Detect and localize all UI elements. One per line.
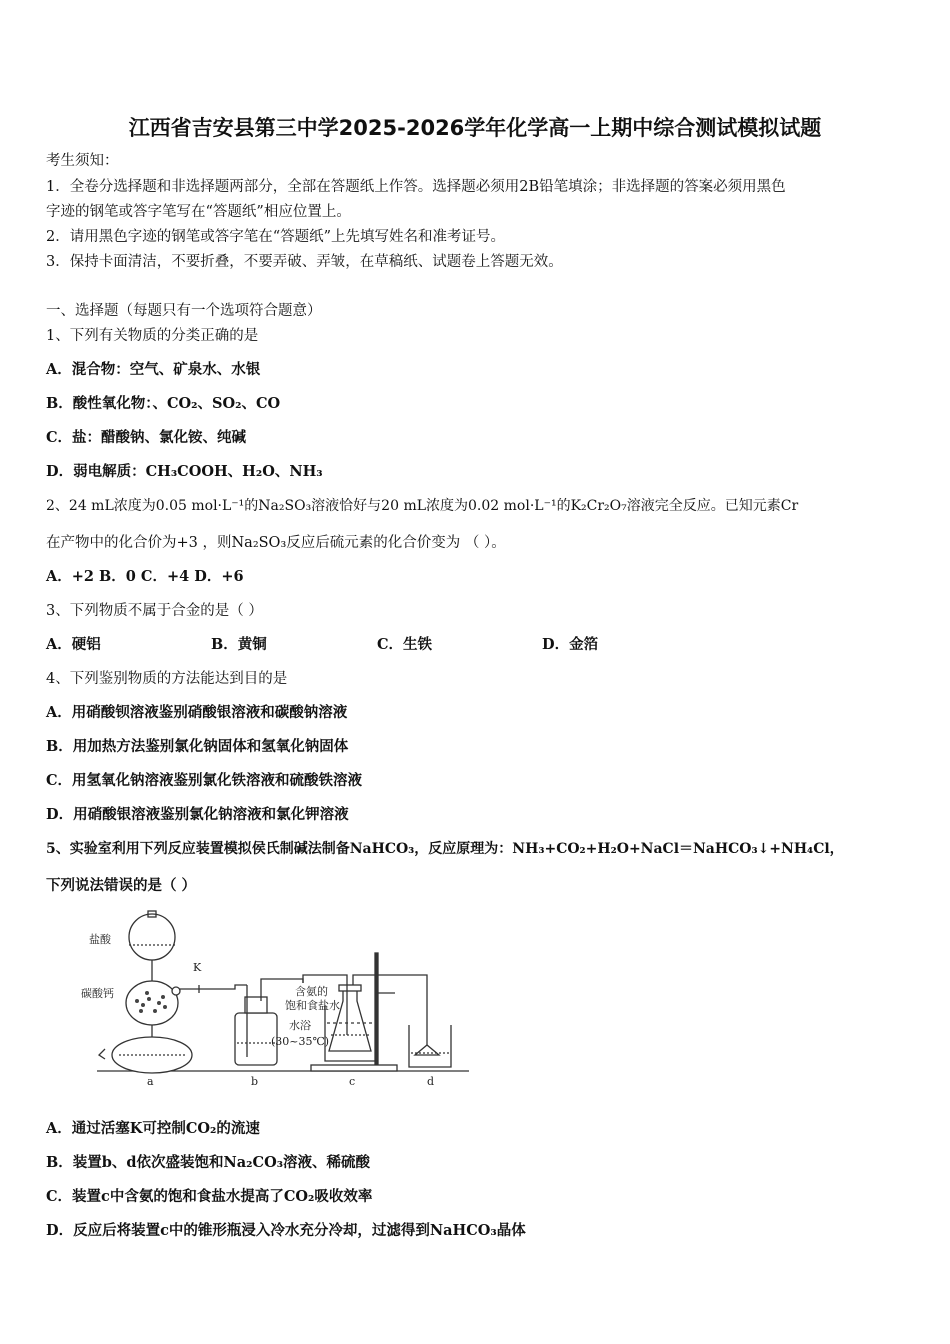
label-ammoniated-brine-1: 含氨的	[295, 985, 328, 998]
absorption-beaker-d	[409, 997, 451, 1067]
q2-stem-line-2: 在产物中的化合价为+3 ，则Na₂SO₃反应后硫元素的化合价变为 （ ）。	[46, 535, 506, 551]
q5-option-b: B．装置b、d依次盛装饱和Na₂CO₃溶液、稀硫酸	[46, 1154, 371, 1171]
q1-option-c: C．盐：醋酸钠、氯化铵、纯碱	[46, 429, 247, 446]
notice-item-1-line-2: 字迹的钢笔或答字笔写在“答题纸”相应位置上。	[46, 204, 351, 220]
q1-option-d: D．弱电解质：CH₃COOH、H₂O、NH₃	[46, 463, 323, 480]
label-b: b	[251, 1075, 259, 1088]
q3-option-a: A．硬铝	[46, 636, 101, 653]
q3-option-c: C．生铁	[377, 636, 433, 653]
label-hydrochloric-acid: 盐酸	[89, 933, 111, 946]
q4-option-d: D．用硝酸银溶液鉴别氯化钠溶液和氯化钾溶液	[46, 806, 349, 823]
q5-option-d: D．反应后将装置c中的锥形瓶浸入冷水充分冷却，过滤得到NaHCO₃晶体	[46, 1222, 526, 1239]
label-d: d	[427, 1075, 435, 1088]
notice-item-2: 2．请用黑色字迹的钢笔或答字笔在“答题纸”上先填写姓名和准考证号。	[46, 229, 506, 245]
label-ammoniated-brine-2: 饱和食盐水	[285, 999, 340, 1012]
label-water-bath-1: 水浴	[289, 1019, 311, 1032]
q5-option-c: C．装置c中含氨的饱和食盐水提高了CO₂吸收效率	[46, 1188, 373, 1205]
q3-stem: 3、下列物质不属于合金的是（ ）	[46, 603, 263, 619]
section-heading: 一、选择题（每题只有一个选项符合题意）	[46, 303, 322, 319]
label-c: c	[349, 1075, 356, 1088]
q5-option-a: A．通过活塞K可控制CO₂的流速	[46, 1120, 260, 1137]
q3-option-d: D．金箔	[542, 636, 599, 653]
q1-stem: 1、下列有关物质的分类正确的是	[46, 328, 259, 344]
q4-stem: 4、下列鉴别物质的方法能达到目的是	[46, 671, 288, 687]
q5-stem-line-1: 5、实验室利用下列反应装置模拟侯氏制碱法制备NaHCO₃，反应原理为：NH₃+CO₂+H₂O+NaCl＝NaHCO₃↓+NH₄Cl，	[46, 841, 844, 857]
q1-option-a: A．混合物：空气、矿泉水、水银	[46, 361, 261, 378]
notice-item-1-line-1: 1．全卷分选择题和非选择题两部分，全部在答题纸上作答。选择题必须用2B铅笔填涂；非选择题的答案必须用黑色	[46, 179, 786, 195]
q2-stem-line-1: 2、24 mL浓度为0.05 mol·L⁻¹的Na₂SO₃溶液恰好与20 mL浓度为0.02 mol·L⁻¹的K₂Cr₂O₇溶液完全反应。已知元素Cr	[46, 498, 799, 514]
page-title: 江西省吉安县第三中学2025-2026学年化学高一上期中综合测试模拟试题	[128, 116, 822, 140]
label-water-bath-2: (30~35℃)	[271, 1035, 330, 1048]
q4-option-a: A．用硝酸钡溶液鉴别硝酸银溶液和碳酸钠溶液	[46, 704, 348, 721]
q2-options: A．+2 B．0 C．+4 D．+6	[46, 568, 244, 585]
q1-option-b: B．酸性氧化物：、CO₂、SO₂、CO	[46, 395, 281, 412]
notice-item-3: 3．保持卡面清洁，不要折叠，不要弄破、弄皱，在草稿纸、试题卷上答题无效。	[46, 254, 563, 270]
label-stopcock-k: K	[193, 961, 202, 974]
notice-heading: 考生须知：	[46, 153, 119, 169]
q4-option-c: C．用氢氧化钠溶液鉴别氯化铁溶液和硫酸铁溶液	[46, 772, 363, 789]
label-calcium-carbonate: 碳酸钙	[81, 987, 114, 1000]
q5-stem-line-2: 下列说法错误的是（ ）	[46, 877, 197, 894]
apparatus-figure	[75, 905, 475, 1090]
q3-option-b: B．黄铜	[211, 636, 267, 653]
label-a: a	[147, 1075, 154, 1088]
q4-option-b: B．用加热方法鉴别氯化钠固体和氢氧化钠固体	[46, 738, 349, 755]
